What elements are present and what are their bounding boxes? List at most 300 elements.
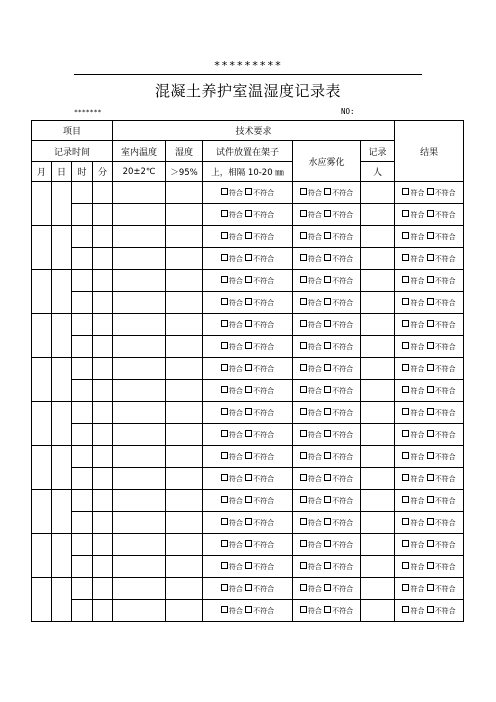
minute-cell[interactable] (93, 446, 113, 468)
recorder-cell[interactable] (361, 336, 395, 358)
result-option-no[interactable] (427, 232, 456, 242)
result-option-yes[interactable] (402, 430, 424, 440)
mist-option-no[interactable] (324, 540, 353, 550)
placement-option-no[interactable] (245, 452, 274, 462)
mist-option-yes[interactable] (300, 408, 322, 418)
table-row (32, 380, 464, 402)
humidity-cell[interactable] (166, 424, 203, 446)
humidity-cell[interactable] (166, 248, 203, 270)
checkbox-icon (221, 452, 228, 459)
checkbox-icon (245, 430, 252, 437)
minute-cell[interactable] (93, 248, 113, 270)
option-yes-label: 符合 (228, 386, 243, 395)
result-option-yes[interactable] (402, 386, 424, 396)
mist-option-yes[interactable] (300, 188, 322, 198)
mist-check-cell (293, 314, 361, 336)
mist-option-no[interactable] (324, 584, 353, 594)
result-option-no[interactable] (427, 342, 456, 352)
day-cell[interactable] (52, 578, 72, 622)
result-option-yes[interactable] (402, 320, 424, 330)
checkbox-icon (300, 452, 307, 459)
placement-check-cell (203, 358, 293, 380)
humidity-cell[interactable] (166, 358, 203, 380)
checkbox-icon (245, 452, 252, 459)
mist-option-yes[interactable] (300, 276, 322, 286)
result-option-yes[interactable] (402, 452, 424, 462)
recorder-cell[interactable] (361, 512, 395, 534)
placement-option-yes[interactable] (221, 254, 243, 264)
option-no-label: 不符合 (434, 254, 456, 263)
mist-option-yes[interactable] (300, 320, 322, 330)
placement-option-no[interactable] (245, 232, 274, 242)
result-option-no[interactable] (427, 518, 456, 528)
result-option-yes[interactable] (402, 518, 424, 528)
checkbox-icon (221, 342, 228, 349)
mist-option-yes[interactable] (300, 232, 322, 242)
humidity-cell[interactable] (166, 402, 203, 424)
month-cell[interactable] (32, 446, 52, 490)
recorder-cell[interactable] (361, 380, 395, 402)
month-cell[interactable] (32, 402, 52, 446)
humidity-cell[interactable] (166, 600, 203, 622)
mist-option-no[interactable] (324, 386, 353, 396)
result-option-yes[interactable] (402, 342, 424, 352)
recorder-cell[interactable] (361, 468, 395, 490)
placement-option-no[interactable] (245, 430, 274, 440)
month-cell[interactable] (32, 358, 52, 402)
recorder-cell[interactable] (361, 226, 395, 248)
result-option-no[interactable] (427, 210, 456, 220)
month-header: 月 (32, 162, 52, 182)
result-option-yes[interactable] (402, 298, 424, 308)
checkbox-icon (245, 320, 252, 327)
mist-option-no[interactable] (324, 254, 353, 264)
option-yes-label: 符合 (228, 474, 243, 483)
month-cell[interactable] (32, 314, 52, 358)
placement-option-yes[interactable] (221, 496, 243, 506)
temp-cell[interactable] (113, 248, 166, 270)
mist-check-cell (293, 556, 361, 578)
minute-cell[interactable] (93, 490, 113, 512)
humidity-cell[interactable] (166, 512, 203, 534)
result-option-no[interactable] (427, 254, 456, 264)
placement-option-no[interactable] (245, 540, 274, 550)
hour-cell[interactable] (72, 270, 93, 292)
placement-option-no[interactable] (245, 408, 274, 418)
hour-cell[interactable] (72, 358, 93, 380)
result-option-no[interactable] (427, 540, 456, 550)
temp-cell[interactable] (113, 226, 166, 248)
minute-cell[interactable] (93, 358, 113, 380)
checkbox-icon (402, 452, 409, 459)
placement-option-no[interactable] (245, 320, 274, 330)
month-cell[interactable] (32, 534, 52, 578)
mist-option-no[interactable] (324, 474, 353, 484)
result-option-yes[interactable] (402, 254, 424, 264)
placement-option-no[interactable] (245, 298, 274, 308)
month-cell[interactable] (32, 270, 52, 314)
minute-cell[interactable] (93, 292, 113, 314)
recorder-cell[interactable] (361, 534, 395, 556)
mist-option-no[interactable] (324, 452, 353, 462)
placement-option-no[interactable] (245, 364, 274, 374)
placement-option-no[interactable] (245, 254, 274, 264)
mist-check-cell (293, 600, 361, 622)
minute-cell[interactable] (93, 314, 113, 336)
result-option-no[interactable] (427, 298, 456, 308)
checkbox-icon (427, 320, 434, 327)
day-cell[interactable] (52, 270, 72, 314)
placement-option-no[interactable] (245, 210, 274, 220)
checkbox-icon (402, 276, 409, 283)
mist-option-no[interactable] (324, 430, 353, 440)
humidity-cell[interactable] (166, 182, 203, 204)
checkbox-icon (324, 496, 331, 503)
hour-cell[interactable] (72, 512, 93, 534)
option-no-label: 不符合 (434, 452, 456, 461)
mist-option-no[interactable] (324, 364, 353, 374)
hour-cell[interactable] (72, 380, 93, 402)
hour-cell[interactable] (72, 600, 93, 622)
result-option-yes[interactable] (402, 562, 424, 572)
mist-option-yes[interactable] (300, 540, 322, 550)
temp-cell[interactable] (113, 358, 166, 380)
temp-cell[interactable] (113, 292, 166, 314)
water-mist-header: 水应雾化 (293, 141, 361, 182)
minute-cell[interactable] (93, 182, 113, 204)
minute-cell[interactable] (93, 578, 113, 600)
recorder-cell[interactable] (361, 182, 395, 204)
mist-option-no[interactable] (324, 518, 353, 528)
hour-cell[interactable] (72, 182, 93, 204)
humidity-cell[interactable] (166, 226, 203, 248)
result-option-no[interactable] (427, 606, 456, 616)
option-yes-label: 符合 (410, 540, 425, 549)
temp-cell[interactable] (113, 468, 166, 490)
hour-cell[interactable] (72, 226, 93, 248)
checkbox-icon (300, 342, 307, 349)
hour-cell[interactable] (72, 248, 93, 270)
recorder-cell[interactable] (361, 248, 395, 270)
checkbox-icon (300, 320, 307, 327)
recorder-cell[interactable] (361, 578, 395, 600)
result-option-no[interactable] (427, 386, 456, 396)
hour-cell[interactable] (72, 490, 93, 512)
result-option-no[interactable] (427, 452, 456, 462)
hour-cell[interactable] (72, 578, 93, 600)
humidity-cell[interactable] (166, 270, 203, 292)
result-option-yes[interactable] (402, 232, 424, 242)
mist-option-yes[interactable] (300, 298, 322, 308)
mist-option-no[interactable] (324, 408, 353, 418)
result-option-yes[interactable] (402, 210, 424, 220)
day-cell[interactable] (52, 490, 72, 534)
temp-cell[interactable] (113, 512, 166, 534)
mist-option-no[interactable] (324, 562, 353, 572)
result-check-cell (395, 600, 464, 622)
placement-option-yes[interactable] (221, 386, 243, 396)
temp-cell[interactable] (113, 402, 166, 424)
recorder-cell[interactable] (361, 358, 395, 380)
placement-option-no[interactable] (245, 276, 274, 286)
recorder-cell[interactable] (361, 292, 395, 314)
placement-option-yes[interactable] (221, 342, 243, 352)
result-option-no[interactable] (427, 430, 456, 440)
minute-cell[interactable] (93, 402, 113, 424)
temp-cell[interactable] (113, 314, 166, 336)
mist-option-yes[interactable] (300, 518, 322, 528)
minute-cell[interactable] (93, 226, 113, 248)
temp-cell[interactable] (113, 578, 166, 600)
recorder-cell[interactable] (361, 490, 395, 512)
temp-cell[interactable] (113, 204, 166, 226)
minute-cell[interactable] (93, 380, 113, 402)
option-yes-label: 符合 (307, 386, 322, 395)
mist-option-yes[interactable] (300, 210, 322, 220)
result-option-no[interactable] (427, 364, 456, 374)
option-no-label: 不符合 (332, 364, 354, 373)
mist-option-no[interactable] (324, 320, 353, 330)
checkbox-icon (427, 562, 434, 569)
table-row (32, 578, 464, 600)
placement-option-no[interactable] (245, 188, 274, 198)
mist-option-yes[interactable] (300, 386, 322, 396)
hour-cell[interactable] (72, 534, 93, 556)
placement-option-no[interactable] (245, 342, 274, 352)
mist-option-no[interactable] (324, 606, 353, 616)
checkbox-icon (300, 518, 307, 525)
result-option-yes[interactable] (402, 408, 424, 418)
placement-option-no[interactable] (245, 386, 274, 396)
humidity-cell[interactable] (166, 380, 203, 402)
result-option-yes[interactable] (402, 606, 424, 616)
humidity-cell[interactable] (166, 534, 203, 556)
no-label: NO: (341, 107, 355, 116)
tech-req-header: 技术要求 (113, 121, 395, 141)
result-option-no[interactable] (427, 584, 456, 594)
humidity-cell[interactable] (166, 292, 203, 314)
day-cell[interactable] (52, 402, 72, 446)
placement-option-no[interactable] (245, 562, 274, 572)
option-yes-label: 符合 (307, 408, 322, 417)
month-cell[interactable] (32, 226, 52, 270)
temp-cell[interactable] (113, 534, 166, 556)
mist-option-no[interactable] (324, 276, 353, 286)
table-row (32, 446, 464, 468)
temp-cell[interactable] (113, 424, 166, 446)
mist-option-no[interactable] (324, 232, 353, 242)
result-option-yes[interactable] (402, 188, 424, 198)
recorder-cell[interactable] (361, 402, 395, 424)
temp-cell[interactable] (113, 600, 166, 622)
result-option-no[interactable] (427, 320, 456, 330)
minute-cell[interactable] (93, 424, 113, 446)
placement-option-yes[interactable] (221, 276, 243, 286)
mist-option-no[interactable] (324, 210, 353, 220)
option-yes-label: 符合 (307, 320, 322, 329)
temp-cell[interactable] (113, 490, 166, 512)
month-cell[interactable] (32, 490, 52, 534)
placement-check-cell (203, 226, 293, 248)
option-yes-label: 符合 (307, 452, 322, 461)
mist-option-yes[interactable] (300, 430, 322, 440)
hour-cell[interactable] (72, 556, 93, 578)
minute-cell[interactable] (93, 204, 113, 226)
day-cell[interactable] (52, 226, 72, 270)
humidity-cell[interactable] (166, 468, 203, 490)
result-check-cell (395, 204, 464, 226)
temp-cell[interactable] (113, 446, 166, 468)
humidity-cell[interactable] (166, 336, 203, 358)
placement-option-no[interactable] (245, 474, 274, 484)
placement-option-no[interactable] (245, 584, 274, 594)
recorder-cell[interactable] (361, 556, 395, 578)
recorder-cell[interactable] (361, 270, 395, 292)
humidity-cell[interactable] (166, 556, 203, 578)
checkbox-icon (245, 232, 252, 239)
minute-cell[interactable] (93, 556, 113, 578)
placement-option-no[interactable] (245, 518, 274, 528)
mist-option-yes[interactable] (300, 584, 322, 594)
result-option-no[interactable] (427, 408, 456, 418)
day-cell[interactable] (52, 358, 72, 402)
mist-option-no[interactable] (324, 298, 353, 308)
result-option-no[interactable] (427, 276, 456, 286)
checkbox-icon (427, 232, 434, 239)
checkbox-icon (221, 298, 228, 305)
mist-option-no[interactable] (324, 342, 353, 352)
placement-option-yes[interactable] (221, 584, 243, 594)
hour-cell[interactable] (72, 336, 93, 358)
hour-cell[interactable] (72, 314, 93, 336)
hour-cell[interactable] (72, 424, 93, 446)
result-option-no[interactable] (427, 474, 456, 484)
mist-option-yes[interactable] (300, 606, 322, 616)
hour-cell[interactable] (72, 446, 93, 468)
checkbox-icon (324, 386, 331, 393)
humidity-cell[interactable] (166, 490, 203, 512)
day-cell[interactable] (52, 446, 72, 490)
placement-option-yes[interactable] (221, 562, 243, 572)
mist-option-yes[interactable] (300, 496, 322, 506)
placement-check-cell (203, 292, 293, 314)
checkbox-icon (221, 430, 228, 437)
humidity-cell[interactable] (166, 578, 203, 600)
placement-check-cell (203, 578, 293, 600)
checkbox-icon (427, 298, 434, 305)
mist-option-yes[interactable] (300, 254, 322, 264)
day-cell[interactable] (52, 182, 72, 226)
result-option-no[interactable] (427, 562, 456, 572)
checkbox-icon (221, 408, 228, 415)
minute-cell[interactable] (93, 534, 113, 556)
option-yes-label: 符合 (307, 606, 322, 615)
placement-option-yes[interactable] (221, 518, 243, 528)
humidity-cell[interactable] (166, 204, 203, 226)
recorder-cell[interactable] (361, 600, 395, 622)
result-option-yes[interactable] (402, 276, 424, 286)
minute-cell[interactable] (93, 512, 113, 534)
mist-check-cell (293, 468, 361, 490)
humidity-cell[interactable] (166, 446, 203, 468)
hour-cell[interactable] (72, 204, 93, 226)
mist-option-yes[interactable] (300, 452, 322, 462)
minute-cell[interactable] (93, 270, 113, 292)
mist-option-yes[interactable] (300, 342, 322, 352)
hour-cell[interactable] (72, 468, 93, 490)
mist-option-yes[interactable] (300, 364, 322, 374)
minute-cell[interactable] (93, 600, 113, 622)
result-check-cell (395, 424, 464, 446)
mist-option-no[interactable] (324, 188, 353, 198)
checkbox-icon (427, 210, 434, 217)
checkbox-icon (324, 342, 331, 349)
placement-option-yes[interactable] (221, 298, 243, 308)
minute-cell[interactable] (93, 336, 113, 358)
result-option-yes[interactable] (402, 474, 424, 484)
hour-cell[interactable] (72, 292, 93, 314)
minute-cell[interactable] (93, 468, 113, 490)
placement-option-yes[interactable] (221, 232, 243, 242)
checkbox-icon (245, 210, 252, 217)
placement-option-yes[interactable] (221, 188, 243, 198)
result-option-yes[interactable] (402, 364, 424, 374)
placement-option-yes[interactable] (221, 364, 243, 374)
hour-cell[interactable] (72, 402, 93, 424)
placement-option-no[interactable] (245, 606, 274, 616)
placement-option-no[interactable] (245, 496, 274, 506)
humidity-cell[interactable] (166, 314, 203, 336)
temp-cell[interactable] (113, 336, 166, 358)
placement-option-yes[interactable] (221, 540, 243, 550)
temp-cell[interactable] (113, 380, 166, 402)
option-yes-label: 符合 (410, 452, 425, 461)
recorder-cell[interactable] (361, 446, 395, 468)
recorder-cell[interactable] (361, 314, 395, 336)
recorder-cell[interactable] (361, 204, 395, 226)
recorder-cell[interactable] (361, 424, 395, 446)
day-cell[interactable] (52, 534, 72, 578)
placement-option-yes[interactable] (221, 430, 243, 440)
temp-cell[interactable] (113, 270, 166, 292)
mist-check-cell (293, 248, 361, 270)
placement-option-yes[interactable] (221, 320, 243, 330)
checkbox-icon (324, 562, 331, 569)
result-option-yes[interactable] (402, 496, 424, 506)
option-yes-label: 符合 (307, 540, 322, 549)
placement-option-yes[interactable] (221, 210, 243, 220)
temp-cell[interactable] (113, 556, 166, 578)
mist-option-no[interactable] (324, 496, 353, 506)
placement-option-yes[interactable] (221, 452, 243, 462)
result-option-no[interactable] (427, 496, 456, 506)
day-cell[interactable] (52, 314, 72, 358)
month-cell[interactable] (32, 578, 52, 622)
placement-option-yes[interactable] (221, 408, 243, 418)
mist-option-yes[interactable] (300, 474, 322, 484)
result-option-yes[interactable] (402, 584, 424, 594)
mist-option-yes[interactable] (300, 562, 322, 572)
temp-cell[interactable] (113, 182, 166, 204)
result-option-no[interactable] (427, 188, 456, 198)
option-no-label: 不符合 (332, 496, 354, 505)
option-no-label: 不符合 (332, 584, 354, 593)
result-option-yes[interactable] (402, 540, 424, 550)
month-cell[interactable] (32, 182, 52, 226)
checkbox-icon (427, 408, 434, 415)
placement-option-yes[interactable] (221, 474, 243, 484)
placement-option-yes[interactable] (221, 606, 243, 616)
